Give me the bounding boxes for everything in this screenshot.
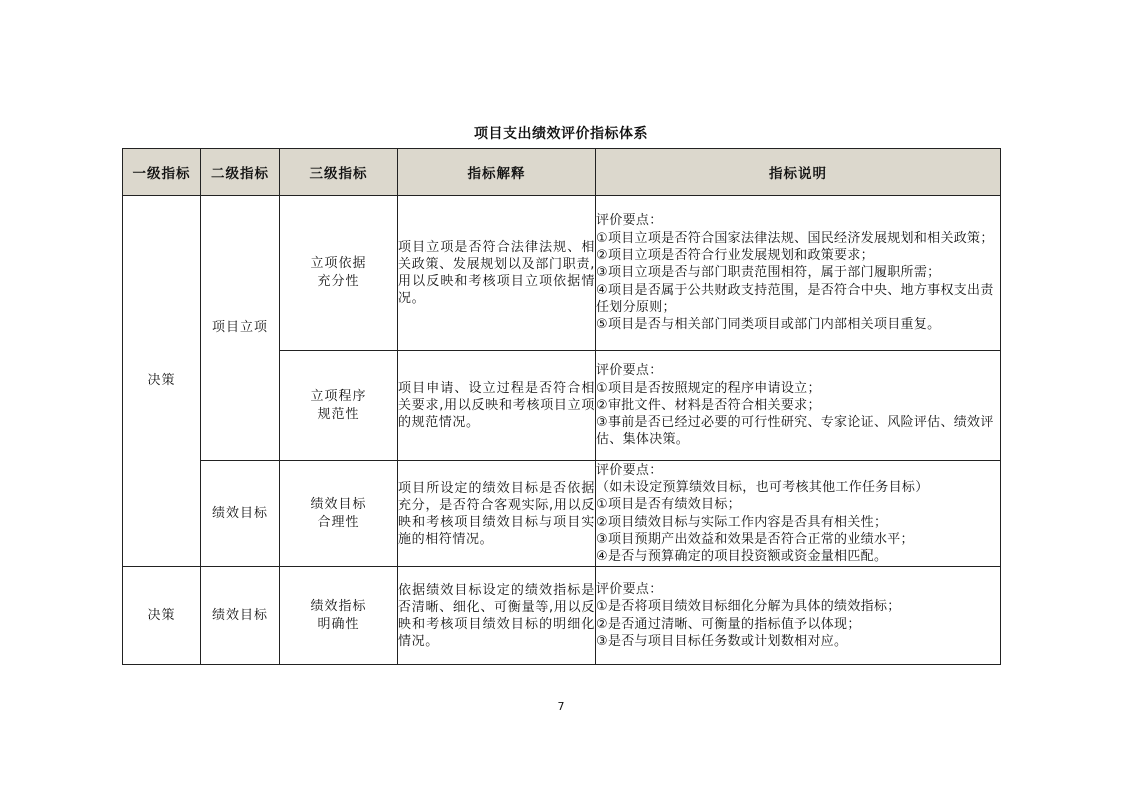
- table-row: [123, 461, 1001, 567]
- level2-cell: 绩效目标: [201, 461, 280, 567]
- description-line: （如未设定预算绩效目标，也可考核其他工作任务目标）: [596, 479, 929, 495]
- level3-cell: [280, 196, 398, 351]
- table-header-row: [123, 149, 1001, 196]
- level3-cell: [280, 461, 398, 567]
- level3-text: 立项程序 规范性: [310, 388, 367, 422]
- description-cell: [596, 196, 1001, 351]
- description-line: ②是否通过清晰、可衡量的指标值予以体现；: [596, 616, 861, 632]
- description-line: ⑤项目是否与相关部门同类项目或部门内部相关项目重复。: [596, 317, 941, 333]
- level3-text: 立项依据 充分性: [310, 256, 367, 289]
- description-line: ①是否将项目绩效目标细化分解为具体的绩效指标；: [596, 599, 901, 615]
- level3-text: 绩效指标 明确性: [310, 598, 367, 632]
- description-line: 评价要点：: [596, 581, 663, 597]
- description-line: 评价要点：: [596, 462, 663, 478]
- table-title: 项目支出绩效评价指标体系: [474, 126, 648, 142]
- description-line: ③项目立项是否与部门职责范围相符，属于部门履职所需；: [596, 265, 941, 281]
- description-cell: [596, 567, 1001, 665]
- explanation-cell: 依据绩效目标设定的绩效指标是否清晰、细化、可衡量等,用以反映和考核项目绩效目标的明细化情况。: [398, 567, 596, 665]
- description-line: ③事前是否已经过必要的可行性研究、专家论证、风险评估、绩效评估、集体决策。: [596, 415, 994, 448]
- description-line: 评价要点：: [596, 213, 663, 229]
- level1-cell: 决策: [123, 567, 201, 665]
- level3-text: 绩效目标 合理性: [310, 496, 367, 530]
- description-line: ①项目立项是否符合国家法律法规、国民经济发展规划和相关政策；: [596, 230, 994, 246]
- description-line: ④项目是否属于公共财政支持范围，是否符合中央、地方事权支出责任划分原则；: [596, 282, 994, 315]
- description-line: ①项目是否有绩效目标；: [596, 497, 741, 513]
- description-line: ②项目绩效目标与实际工作内容是否具有相关性；: [596, 514, 888, 530]
- header-level2: 二级指标: [201, 149, 280, 196]
- description-line: 评价要点：: [596, 363, 663, 379]
- header-level3: 三级指标: [280, 149, 398, 196]
- description-cell: [596, 461, 1001, 567]
- level2-cell: 绩效目标: [201, 567, 280, 665]
- level3-cell: [280, 567, 398, 665]
- header-explanation: 指标解释: [398, 149, 596, 196]
- description-line: ③是否与项目目标任务数或计划数相对应。: [596, 633, 848, 649]
- header-description: 指标说明: [596, 149, 1001, 196]
- description-line: ①项目是否按照规定的程序申请设立；: [596, 380, 821, 396]
- description-cell: [596, 351, 1001, 461]
- description-line: ②项目立项是否符合行业发展规划和政策要求；: [596, 248, 874, 264]
- explanation-cell: 项目立项是否符合法律法规、相关政策、发展规划以及部门职责,用以反映和考核项目立项依据情况。: [398, 196, 596, 351]
- table-row: [123, 196, 1001, 351]
- explanation-cell: 项目所设定的绩效目标是否依据充分，是否符合客观实际,用以反映和考核项目绩效目标与项目实施的相符情况。: [398, 461, 596, 567]
- level2-cell: 项目立项: [201, 196, 280, 461]
- level3-cell: [280, 351, 398, 461]
- description-line: ③项目预期产出效益和效果是否符合正常的业绩水平；: [596, 531, 914, 547]
- header-level1: 一级指标: [123, 149, 201, 196]
- indicator-table: [122, 148, 1001, 665]
- description-line: ④是否与预算确定的项目投资额或资金量相匹配。: [596, 549, 888, 565]
- table-row: [123, 567, 1001, 665]
- explanation-cell: 项目申请、设立过程是否符合相关要求,用以反映和考核项目立项的规范情况。: [398, 351, 596, 461]
- description-line: ②审批文件、材料是否符合相关要求；: [596, 397, 821, 413]
- level1-cell: 决策: [123, 196, 201, 567]
- page-number: 7: [557, 700, 565, 713]
